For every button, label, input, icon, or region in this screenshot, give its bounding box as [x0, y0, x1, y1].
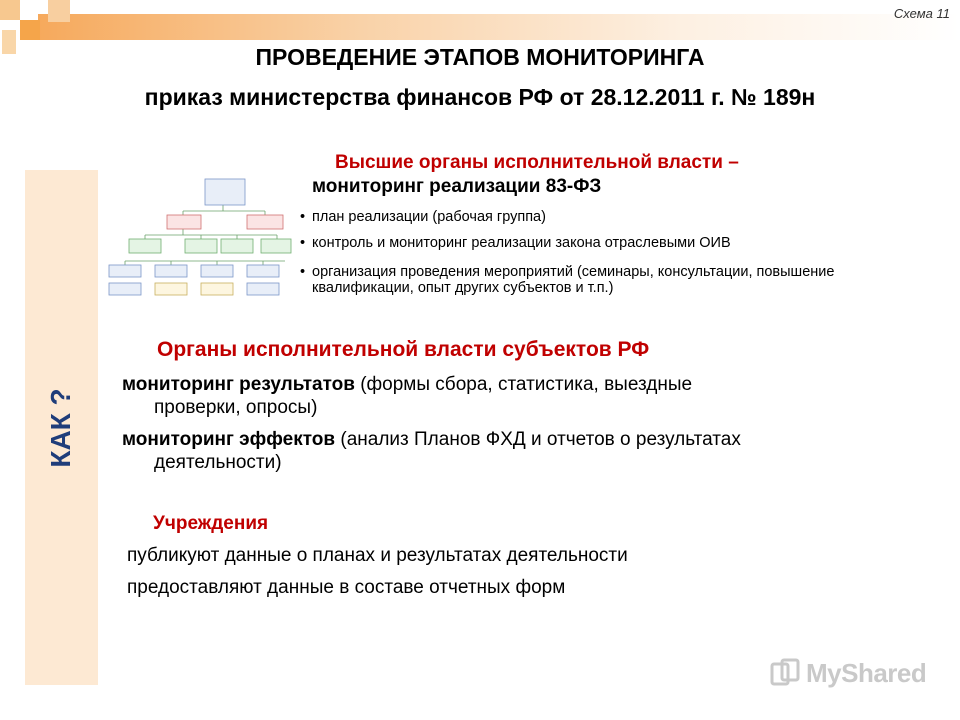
- item-text: (формы сбора, статистика, выездные: [354, 374, 693, 395]
- section1-subheading: мониторинг реализации 83-ФЗ: [312, 176, 602, 197]
- bullet-icon: •: [300, 235, 306, 251]
- myshared-logo-icon: [770, 658, 800, 688]
- list-item-text: план реализации (рабочая группа): [312, 209, 546, 225]
- section2-heading: Органы исполнительной власти субъектов РФ: [157, 338, 650, 361]
- org-chart-image: [105, 175, 295, 300]
- bullet-icon: •: [300, 209, 306, 225]
- item-text-continued: проверки, опросы): [154, 397, 318, 418]
- watermark-text: MyShared: [806, 657, 927, 688]
- list-item: [300, 235, 900, 251]
- item-text: (анализ Планов ФХД и отчетов о результатах: [335, 429, 741, 450]
- bullet-icon: •: [300, 264, 306, 280]
- section3-heading: Учреждения: [153, 513, 269, 534]
- scheme-label: Схема 11: [893, 6, 950, 21]
- institutions-line: предоставляют данные в составе отчетных форм: [127, 577, 566, 598]
- institutions-line: публикуют данные о планах и результатах деятельности: [127, 545, 628, 566]
- list-item: [300, 264, 885, 296]
- decor-square: [48, 0, 70, 22]
- list-item-text: организация проведения мероприятий (семинары, консультации, повышение квалификации, опыт других субъектов и т.п.): [312, 264, 835, 296]
- watermark-logo: [770, 656, 926, 690]
- slide-title: ПРОВЕДЕНИЕ ЭТАПОВ МОНИТОРИНГА: [255, 44, 705, 70]
- decor-square: [0, 0, 20, 20]
- item-text-continued: деятельности): [154, 452, 282, 473]
- monitoring-results-item: [122, 373, 922, 419]
- header-gradient-bar: [38, 14, 960, 40]
- item-title: мониторинг результатов: [122, 374, 355, 395]
- side-label: КАК ?: [45, 388, 76, 468]
- monitoring-effects-item: [122, 428, 922, 474]
- list-item-text: контроль и мониторинг реализации закона отраслевыми ОИВ: [312, 235, 731, 251]
- section1-heading: Высшие органы исполнительной власти –: [335, 152, 739, 173]
- list-item: [300, 209, 900, 225]
- decor-square: [20, 20, 40, 40]
- slide-subtitle: приказ министерства финансов РФ от 28.12.2011 г. № 189н: [144, 84, 816, 110]
- item-title: мониторинг эффектов: [122, 429, 336, 450]
